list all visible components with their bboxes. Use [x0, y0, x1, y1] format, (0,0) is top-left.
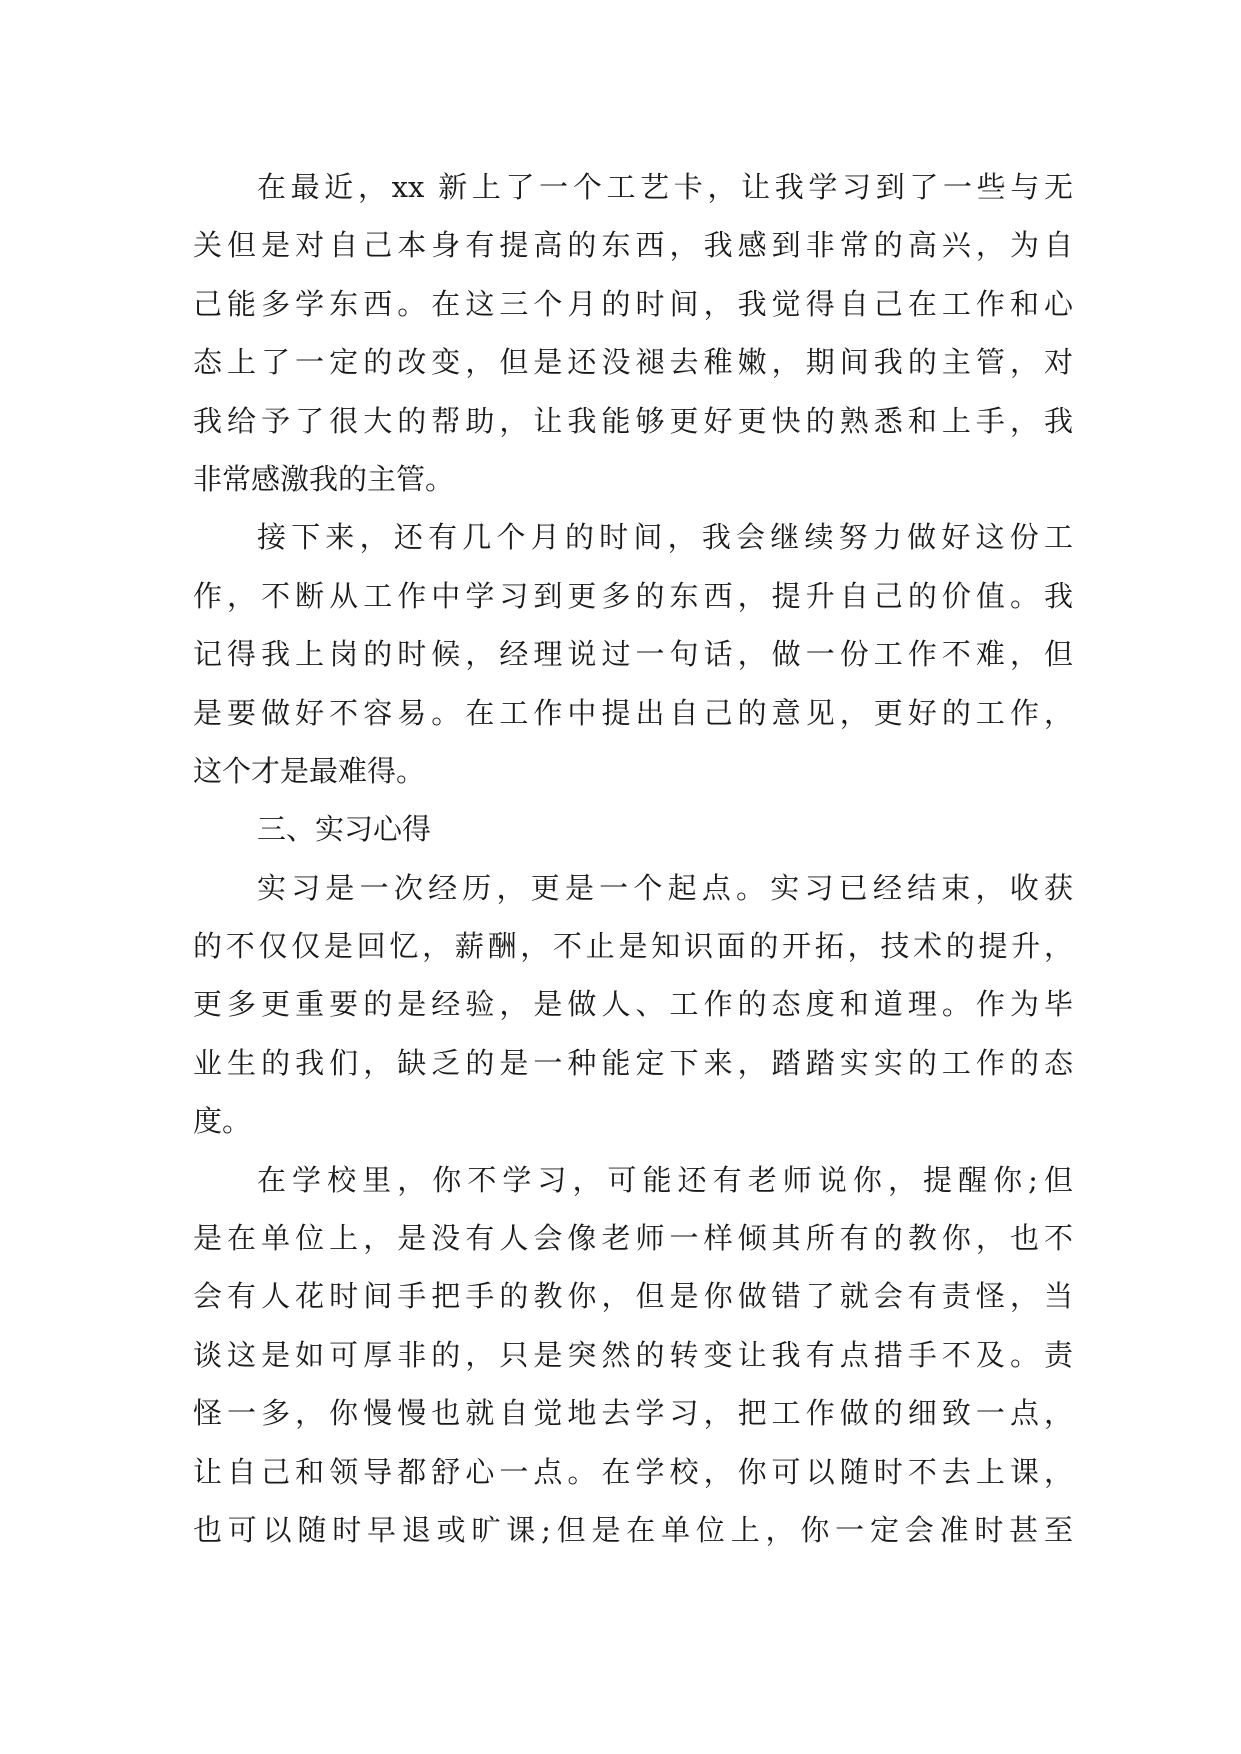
paragraph-1 — [193, 158, 1073, 508]
text-line: 在学校里，你不学习，可能还有老师说你，提醒你;但 — [257, 1162, 1073, 1197]
text-line: 接下来，还有几个月的时间，我会继续努力做好这份工 — [257, 520, 1073, 555]
text-line: 我给予了很大的帮助，让我能够更好更快的熟悉和上手，我 — [193, 403, 1073, 438]
text-line: 也可以随时早退或旷课;但是在单位上，你一定会准时甚至 — [193, 1512, 1073, 1547]
section-heading — [193, 800, 1073, 858]
text-line: 在最近，xx 新上了一个工艺卡，让我学习到了一些与无 — [257, 170, 1073, 204]
text-line: 的不仅仅是回忆，薪酬，不止是知识面的开拓，技术的提升， — [193, 929, 1073, 964]
text-line: 是要做好不容易。在工作中提出自己的意见，更好的工作， — [193, 695, 1073, 730]
text-line: 怪一多，你慢慢也就自觉地去学习，把工作做的细致一点， — [193, 1396, 1073, 1431]
document-body — [193, 158, 1073, 1559]
text-line: 实习是一次经历，更是一个起点。实习已经结束，收获 — [257, 870, 1073, 905]
paragraph-3 — [193, 859, 1073, 1151]
text-line: 是在单位上，是没有人会像老师一样倾其所有的教你，也不 — [193, 1221, 1073, 1256]
text-line: 非常感激我的主管。 — [193, 461, 455, 496]
section-heading-text: 三、实习心得 — [257, 812, 432, 847]
text-line: 让自己和领导都舒心一点。在学校，你可以随时不去上课， — [193, 1454, 1073, 1489]
text-line: 态上了一定的改变，但是还没褪去稚嫩，期间我的主管，对 — [193, 345, 1073, 380]
text-line: 记得我上岗的时候，经理说过一句话，做一份工作不难，但 — [193, 637, 1073, 672]
paragraph-2 — [193, 508, 1073, 800]
text-line: 业生的我们，缺乏的是一种能定下来，踏踏实实的工作的态 — [193, 1045, 1073, 1080]
text-line: 更多更重要的是经验，是做人、工作的态度和道理。作为毕 — [193, 987, 1073, 1022]
paragraph-4 — [193, 1151, 1073, 1560]
text-line: 关但是对自己本身有提高的东西，我感到非常的高兴，为自 — [193, 228, 1073, 263]
text-line: 谈这是如可厚非的，只是突然的转变让我有点措手不及。责 — [193, 1337, 1073, 1372]
text-line: 这个才是最难得。 — [193, 753, 426, 788]
text-line: 作，不断从工作中学习到更多的东西，提升自己的价值。我 — [193, 578, 1073, 613]
text-line: 会有人花时间手把手的教你，但是你做错了就会有责怪，当 — [193, 1279, 1073, 1314]
text-line: 己能多学东西。在这三个月的时间，我觉得自己在工作和心 — [193, 286, 1073, 321]
text-line: 度。 — [193, 1104, 252, 1139]
